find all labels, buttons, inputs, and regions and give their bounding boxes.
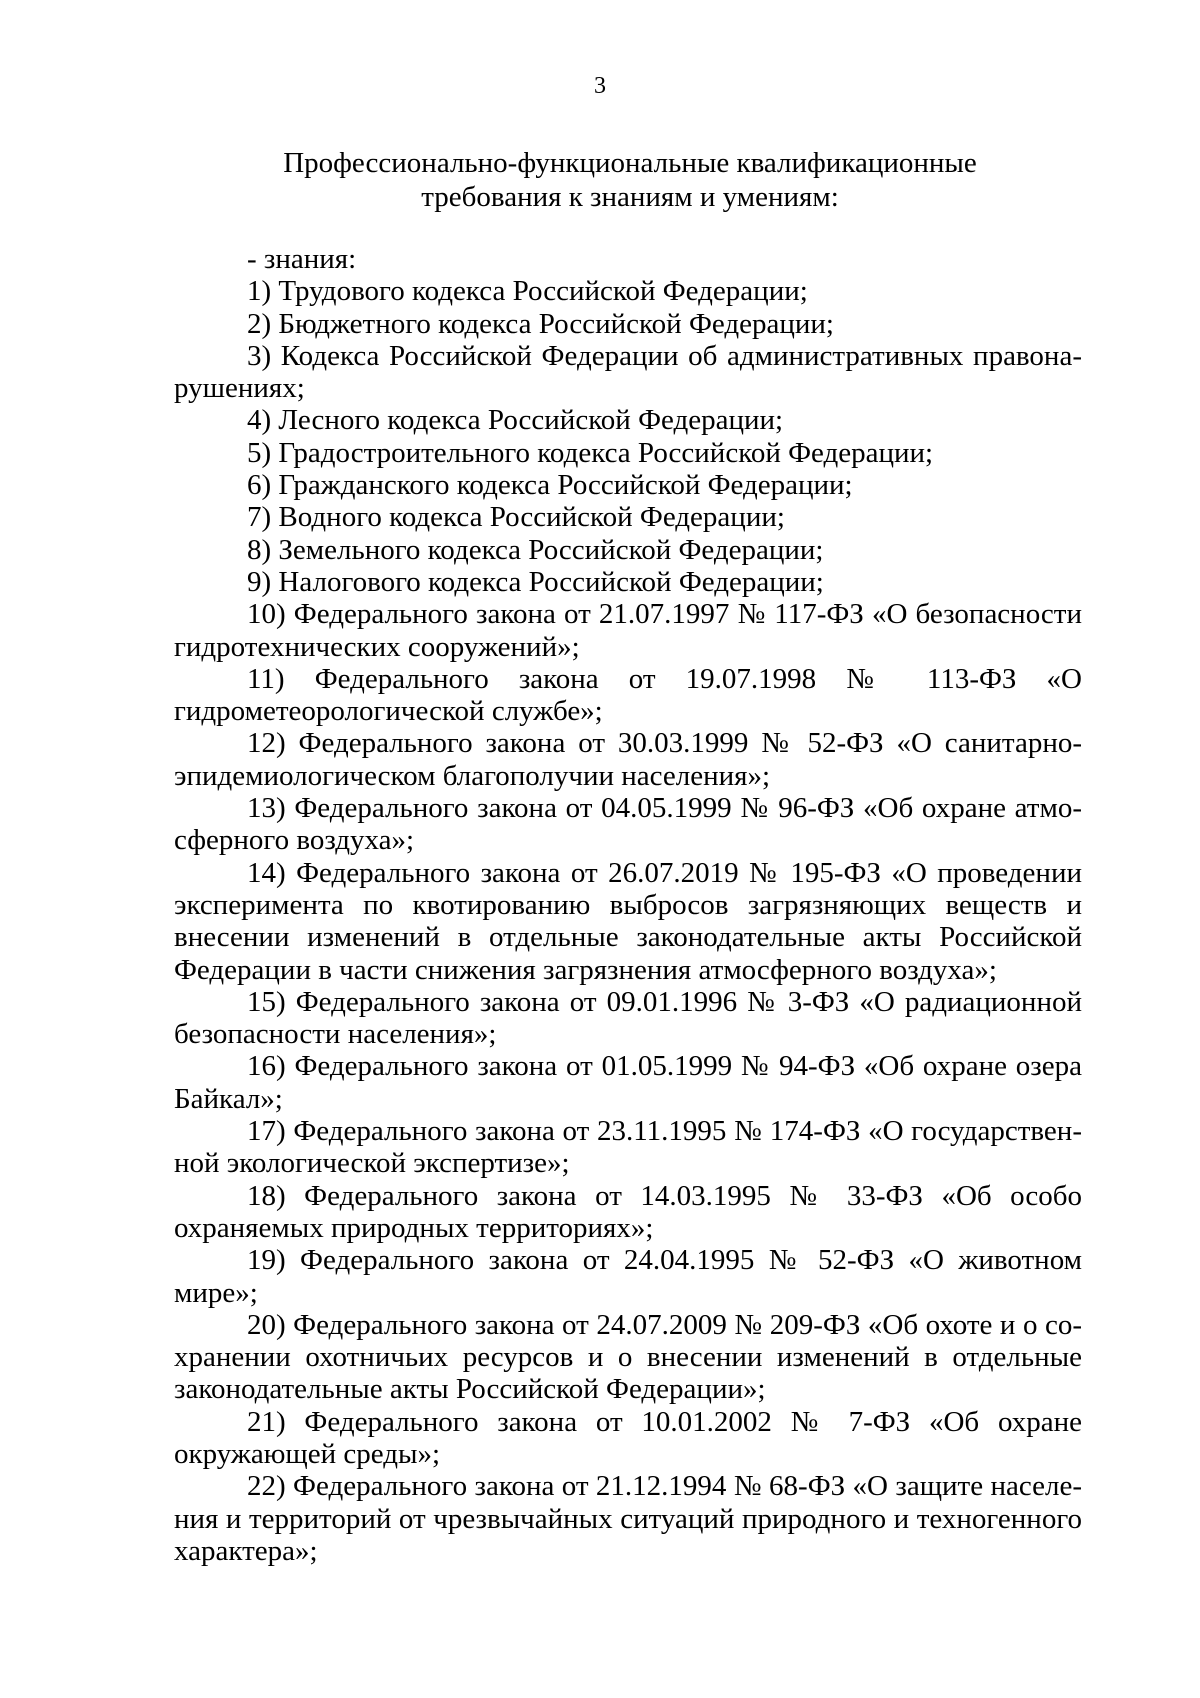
list-item: 3) Кодекса Российской Федерации об административных правонарушениях;: [174, 339, 1082, 405]
heading-line-2: требования к знаниям и умениям:: [421, 181, 839, 213]
list-item: 10) Федерального закона от 21.07.1997 № 117-ФЗ «О безопасности гидротехнических сооружений»;: [174, 598, 1082, 663]
list-item: 1) Трудового кодекса Российской Федерации;: [247, 275, 808, 308]
list-item: 11) Федерального закона от 19.07.1998 № 113-ФЗ «О гидрометеорологической службе»;: [174, 662, 1082, 728]
list-item: 20) Федерального закона от 24.07.2009 № 209-ФЗ «Об охоте и о сохранении охотничьих ресурсов и о внесении изменений в отдельные законодательные акты Российской Федерации»;: [174, 1308, 1082, 1406]
list-item: 19) Федерального закона от 24.04.1995 № 52-ФЗ «О животном мире»;: [174, 1244, 1082, 1309]
list-item: 14) Федерального закона от 26.07.2019 № 195-ФЗ «О проведении эксперимента по квотированию выбросов загрязняющих веществ и внесении изменений в отдельные законодательные акты Российской Федерации в части снижения загрязнения атмосферного воздуха»;: [174, 856, 1082, 986]
list-item: 17) Федерального закона от 23.11.1995 № 174-ФЗ «О государственной экологической экспертизе»;: [174, 1115, 1082, 1180]
list-item: 13) Федерального закона от 04.05.1999 № 96-ФЗ «Об охране атмосферного воздуха»;: [174, 792, 1082, 857]
requirements-list: [174, 243, 1082, 1567]
list-item: 21) Федерального закона от 10.01.2002 № 7-ФЗ «Об охране окружающей среды»;: [174, 1405, 1082, 1470]
list-intro: - знания:: [247, 243, 357, 275]
page-number: 3: [594, 73, 606, 99]
list-item: 22) Федерального закона от 21.12.1994 № 68-ФЗ «О защите населения и территорий от чрезвычайных ситуаций природного и техногенного характера»;: [174, 1470, 1082, 1567]
list-item: 18) Федерального закона от 14.03.1995 № 33-ФЗ «Об особо охраняемых природных территориях»;: [174, 1179, 1082, 1244]
list-item: 5) Градостроительного кодекса Российской Федерации;: [247, 436, 934, 469]
list-item: 4) Лесного кодекса Российской Федерации;: [247, 404, 784, 437]
list-item: 7) Водного кодекса Российской Федерации;: [247, 501, 785, 534]
list-item: 16) Федерального закона от 01.05.1999 № 94-ФЗ «Об охране озера Байкал»;: [174, 1050, 1082, 1115]
section-heading: [170, 146, 1090, 214]
list-item: 2) Бюджетного кодекса Российской Федерации;: [247, 307, 834, 340]
list-item: 6) Гражданского кодекса Российской Федерации;: [247, 469, 853, 502]
heading-line-1: Профессионально-функциональные квалификационные: [283, 147, 977, 179]
list-item: 8) Земельного кодекса Российской Федерации;: [247, 533, 824, 566]
list-item: 15) Федерального закона от 09.01.1996 № 3-ФЗ «О радиационной безопасности населения»;: [174, 985, 1082, 1051]
list-item: 12) Федерального закона от 30.03.1999 № 52-ФЗ «О санитарно-эпидемиологическом благополучии населения»;: [174, 727, 1082, 792]
list-item: 9) Налогового кодекса Российской Федерации;: [247, 565, 824, 598]
